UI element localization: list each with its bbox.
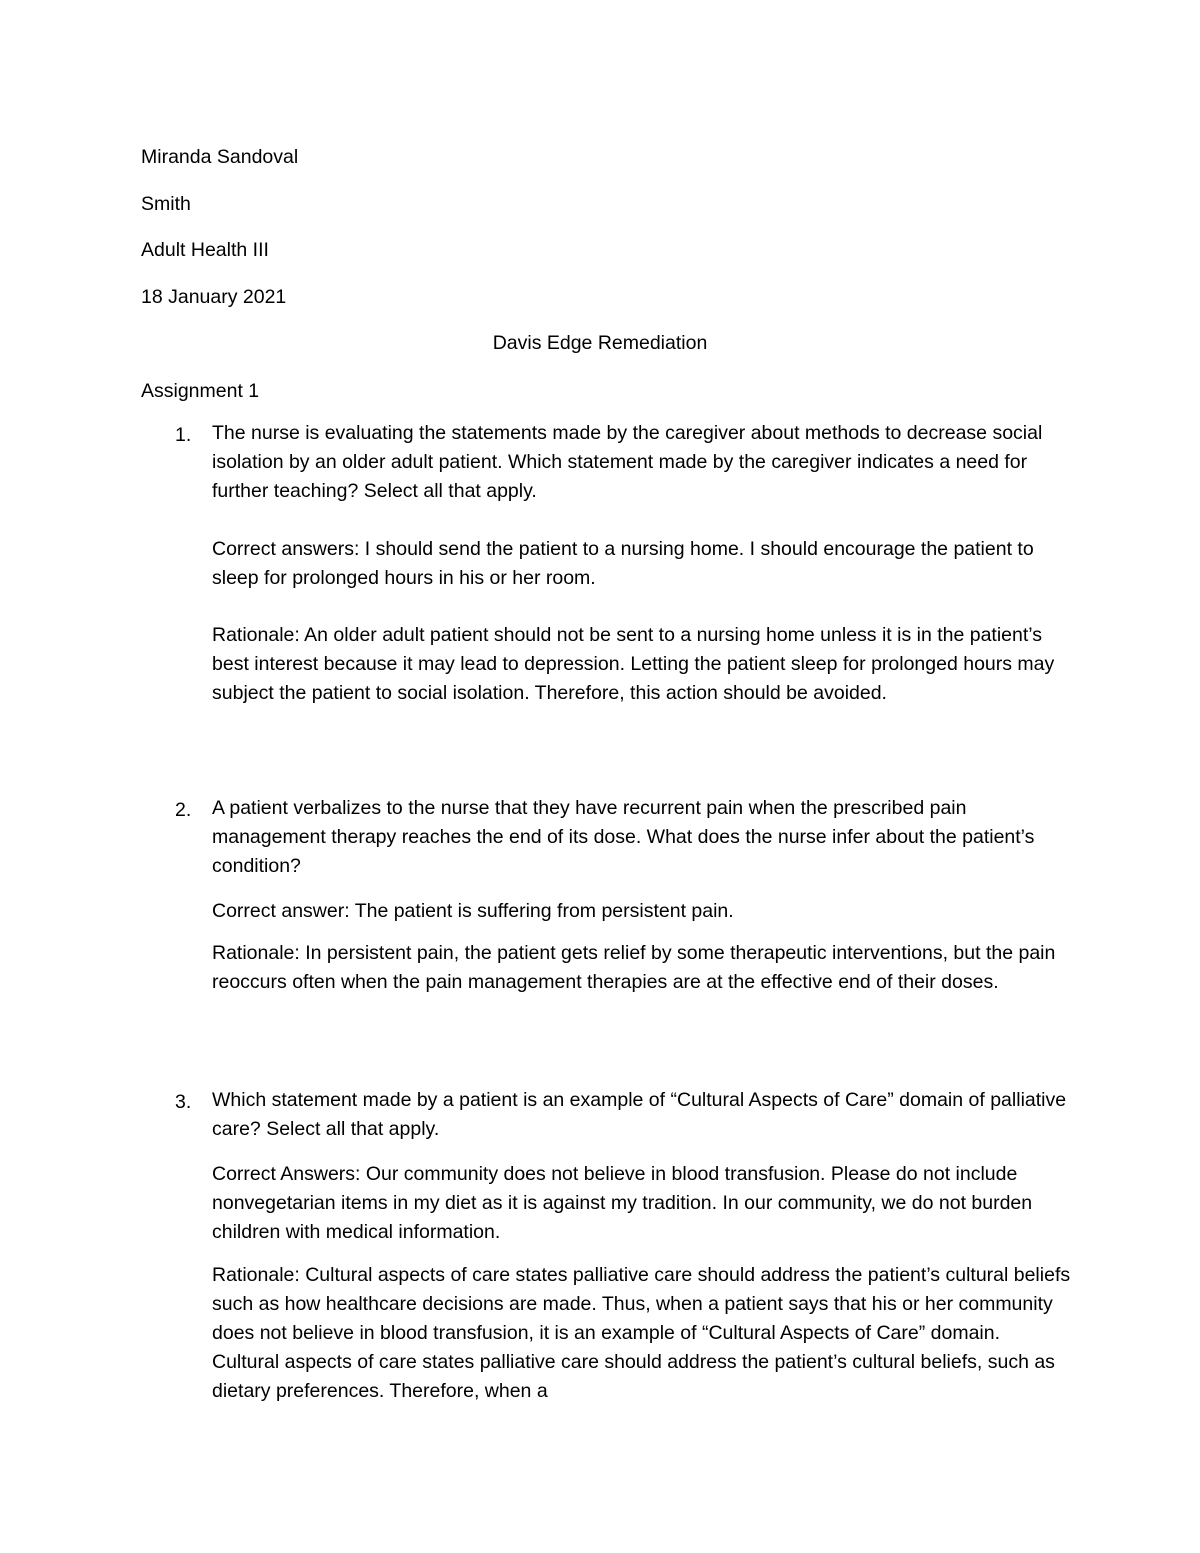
question-number: 3. — [175, 1091, 192, 1113]
document-title: Davis Edge Remediation — [492, 332, 708, 354]
answer-text: Correct answers: I should send the patient to a nursing home. I should encourage the patient to sleep for prolonged hours in his or her room. — [212, 538, 1034, 589]
document-date: 18 January 2021 — [141, 286, 287, 308]
student-name: Miranda Sandoval — [141, 146, 299, 168]
rationale-text: Rationale: Cultural aspects of care states palliative care should address the patient’s cultural beliefs such as how healthcare decisions are made. Thus, when a patient says that his or her community does not believe in blood transfusion, it is an example of “Cultural Aspects of Care” domain. Cultural aspects of care states palliative care should address the patient’s cultural beliefs, such as dietary preferences. Therefore, when a — [212, 1264, 1071, 1402]
rationale-text: Rationale: An older adult patient should not be sent to a nursing home unless it is in the patient’s best interest because it may lead to depression. Letting the patient sleep for prolonged hours may subject the patient to social isolation. Therefore, this action should be avoided. — [212, 624, 1055, 704]
rationale-text: Rationale: In persistent pain, the patient gets relief by some therapeutic interventions, but the pain reoccurs often when the pain management therapies are at the effective end of their doses. — [212, 942, 1056, 993]
question-number: 1. — [175, 424, 192, 446]
assignment-heading: Assignment 1 — [141, 380, 260, 402]
instructor-name: Smith — [141, 193, 191, 215]
question-text: Which statement made by a patient is an example of “Cultural Aspects of Care” domain of palliative care? Select all that apply. — [212, 1089, 1067, 1140]
answer-text: Correct Answers: Our community does not believe in blood transfusion. Please do not include nonvegetarian items in my diet as it is against my tradition. In our community, we do not burden children with medical information. — [212, 1163, 1033, 1243]
question-number: 2. — [175, 799, 192, 821]
question-text: The nurse is evaluating the statements made by the caregiver about methods to decrease social isolation by an older adult patient. Which statement made by the caregiver indicates a need for further teaching? Select all that apply. — [212, 422, 1043, 502]
answer-text: Correct answer: The patient is suffering from persistent pain. — [212, 900, 734, 922]
question-text: A patient verbalizes to the nurse that they have recurrent pain when the prescribed pain management therapy reaches the end of its dose. What does the nurse infer about the patient’s condition? — [212, 797, 1035, 877]
course-name: Adult Health III — [141, 239, 269, 261]
